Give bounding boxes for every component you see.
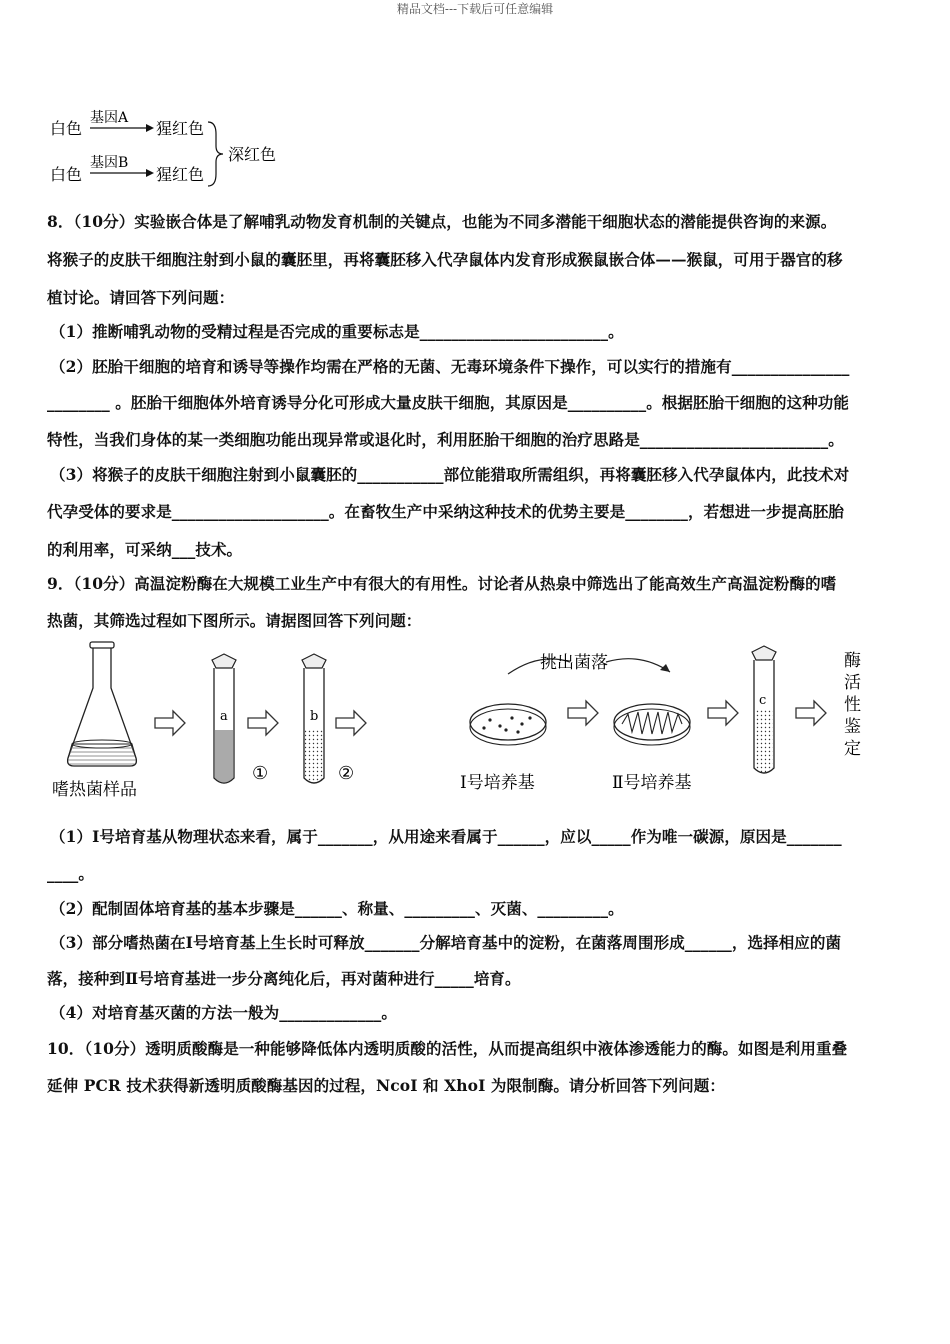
tube-b-label: b bbox=[310, 709, 319, 724]
arrow-icon-4 bbox=[568, 701, 598, 725]
arrow-icon-6 bbox=[796, 701, 826, 725]
step-1-label: ① bbox=[252, 763, 269, 784]
dish-2-label: Ⅱ号培养基 bbox=[612, 773, 692, 793]
q8-line-1: 8．（10分）实验嵌合体是了解哺乳动物发育机制的关键点，也能为不同多潜能干细胞状态的潜能提供咨询的来源。 bbox=[47, 212, 837, 231]
scarlet-label-2: 猩红色 bbox=[156, 165, 205, 184]
final-label-char-3: 性 bbox=[844, 695, 861, 715]
tube-a-label: a bbox=[220, 709, 228, 724]
final-label-char-1: 酶 bbox=[844, 651, 861, 671]
final-label-char-4: 鉴 bbox=[844, 717, 861, 737]
gene-pathway-diagram bbox=[46, 104, 286, 190]
brace-icon bbox=[208, 122, 223, 186]
q8-line-5: （2）胚胎干细胞的培育和诱导等操作均需在严格的无菌、无毒环境条件下操作，可以实行的措施有_______________ bbox=[50, 357, 850, 376]
final-label-char-2: 活 bbox=[844, 673, 861, 693]
q9-line-6: （3）部分嗜热菌在Ⅰ号培育基上生长时可释放_______分解培育基中的淀粉，在菌落周围形成______，选择相应的菌 bbox=[50, 933, 842, 952]
arrow-head-b bbox=[146, 169, 154, 177]
q9-line-3: （1）Ⅰ号培育基从物理状态来看，属于_______，从用途来看属于______，应以_____作为唯一碳源，原因是_______ bbox=[50, 827, 842, 846]
arrow-icon-2 bbox=[248, 711, 278, 735]
q8-line-6: ________ 。胚胎干细胞体外培育诱导分化可形成大量皮肤干细胞，其原因是__________。根据胚胎干细胞的这种功能 bbox=[47, 393, 849, 412]
q9-line-5: （2）配制固体培育基的基本步骤是______、称量、_________、灭菌、_________。 bbox=[50, 899, 624, 918]
q9-line-4: ____。 bbox=[47, 864, 95, 883]
arrow-icon-3 bbox=[336, 711, 366, 735]
flask-label: 嗜热菌样品 bbox=[52, 780, 137, 800]
arrow-head-a bbox=[146, 124, 154, 132]
final-label-char-5: 定 bbox=[844, 739, 861, 759]
arrow-icon-1 bbox=[155, 711, 185, 735]
q10-line-2: 延伸 PCR 技术获得新透明质酸酶基因的过程，NcoI 和 XhoI 为限制酶。请分析回答下列问题： bbox=[47, 1076, 725, 1095]
white-label-1: 白色 bbox=[50, 119, 83, 138]
q9-line-8: （4）对培育基灭菌的方法一般为_____________。 bbox=[50, 1003, 397, 1022]
q9-line-7: 落，接种到Ⅱ号培育基进一步分离纯化后，再对菌种进行_____培育。 bbox=[47, 969, 521, 988]
pick-arrow-head bbox=[660, 664, 670, 672]
test-tube-c-icon bbox=[752, 646, 776, 773]
q10-line-1: 10．（10分）透明质酸酶是一种能够降低体内透明质酸的活性，从而提高组织中液体渗透能力的酶。如图是利用重叠 bbox=[47, 1039, 848, 1058]
q8-line-2: 将猴子的皮肤干细胞注射到小鼠的囊胚里，再将囊胚移入代孕鼠体内发育形成猴鼠嵌合体——猴鼠，可用于器官的移 bbox=[47, 250, 843, 269]
petri-dish-1-icon bbox=[470, 704, 546, 745]
page-header: 精品文档---下载后可任意编辑 bbox=[396, 2, 554, 16]
q8-line-9: 代孕受体的要求是____________________。在畜牧生产中采纳这种技术的优势主要是________，若想进一步提高胚胎 bbox=[47, 502, 845, 521]
q8-line-3: 植讨论。请回答下列问题： bbox=[47, 288, 235, 307]
white-label-2: 白色 bbox=[50, 165, 83, 184]
q8-line-8: （3）将猴子的皮肤干细胞注射到小鼠囊胚的___________部位能猎取所需组织，再将囊胚移入代孕鼠体内，此技术对 bbox=[50, 465, 850, 484]
deep-red-label: 深红色 bbox=[228, 145, 277, 164]
q8-line-10: 的利用率，可采纳___技术。 bbox=[47, 540, 243, 559]
dish-1-label: Ⅰ号培养基 bbox=[460, 773, 535, 793]
tube-c-label: c bbox=[759, 693, 767, 708]
gene-a-label: 基因A bbox=[90, 110, 129, 126]
q9-line-2: 热菌，其筛选过程如下图所示。请据图回答下列问题： bbox=[47, 611, 422, 630]
q8-line-7: 特性，当我们身体的某一类细胞功能出现异常或退化时，利用胚胎干细胞的治疗思路是________________________。 bbox=[47, 430, 844, 449]
q9-line-1: 9．（10分）高温淀粉酶在大规模工业生产中有很大的有用性。讨论者从热泉中筛选出了能高效生产高温淀粉酶的嗜 bbox=[47, 574, 837, 593]
flask-icon bbox=[68, 642, 137, 766]
pick-colony-label: 挑出菌落 bbox=[540, 653, 608, 673]
screening-process-figure bbox=[40, 638, 900, 808]
petri-dish-2-icon bbox=[614, 704, 690, 745]
scarlet-label-1: 猩红色 bbox=[156, 119, 205, 138]
gene-b-label: 基因B bbox=[90, 155, 129, 171]
arrow-icon-5 bbox=[708, 701, 738, 725]
step-2-label: ② bbox=[338, 763, 355, 784]
q8-line-4: （1）推断哺乳动物的受精过程是否完成的重要标志是________________________。 bbox=[50, 322, 624, 341]
